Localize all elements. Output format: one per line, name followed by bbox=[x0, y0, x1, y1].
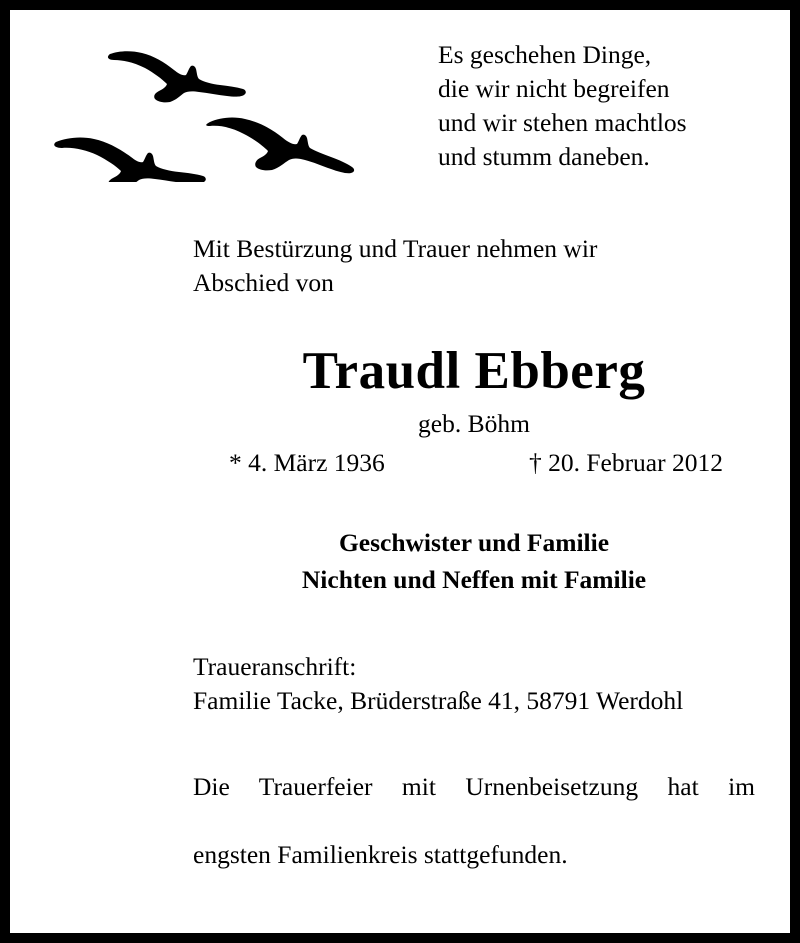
poem-line-2: die wir nicht begreifen bbox=[438, 74, 670, 103]
death-date: † 20. Februar 2012 bbox=[528, 448, 723, 477]
body-block bbox=[193, 232, 755, 872]
notice-inner bbox=[10, 10, 790, 933]
poem-line-3: und wir stehen machtlos bbox=[438, 108, 687, 137]
mourning-address-label: Traueranschrift: bbox=[193, 652, 357, 681]
intro-line-1: Mit Bestürzung und Trauer nehmen wir bbox=[193, 234, 598, 263]
intro-text bbox=[193, 232, 755, 300]
deceased-name-block bbox=[193, 340, 755, 440]
birds-illustration bbox=[38, 32, 378, 182]
life-dates bbox=[193, 446, 755, 480]
poem-line-1: Es geschehen Dinge, bbox=[438, 40, 652, 69]
flying-bird-icon bbox=[108, 51, 246, 102]
birds-svg bbox=[38, 32, 378, 182]
poem-line-4: und stumm daneben. bbox=[438, 142, 650, 171]
mourning-address-block bbox=[193, 650, 755, 718]
maiden-name: geb. Böhm bbox=[418, 409, 530, 438]
ceremony-line-1: Die Trauerfeier mit Urnenbeisetzung hat im bbox=[193, 772, 755, 801]
birth-date: * 4. März 1936 bbox=[229, 448, 385, 477]
mourning-address-value: Familie Tacke, Brüderstraße 41, 58791 Werdohl bbox=[193, 686, 684, 715]
poem-block bbox=[438, 38, 768, 174]
flying-bird-icon bbox=[206, 118, 354, 174]
family-line-2: Nichten und Neffen mit Familie bbox=[301, 565, 647, 594]
ceremony-line-2: engsten Familienkreis stattgefunden. bbox=[193, 840, 568, 869]
header-area bbox=[10, 10, 790, 210]
family-block bbox=[193, 524, 755, 598]
family-line-1: Geschwister und Familie bbox=[338, 528, 610, 557]
flying-bird-icon bbox=[54, 138, 206, 182]
deceased-name: Traudl Ebberg bbox=[302, 342, 646, 400]
intro-line-2: Abschied von bbox=[193, 268, 334, 297]
ceremony-note bbox=[193, 770, 755, 872]
